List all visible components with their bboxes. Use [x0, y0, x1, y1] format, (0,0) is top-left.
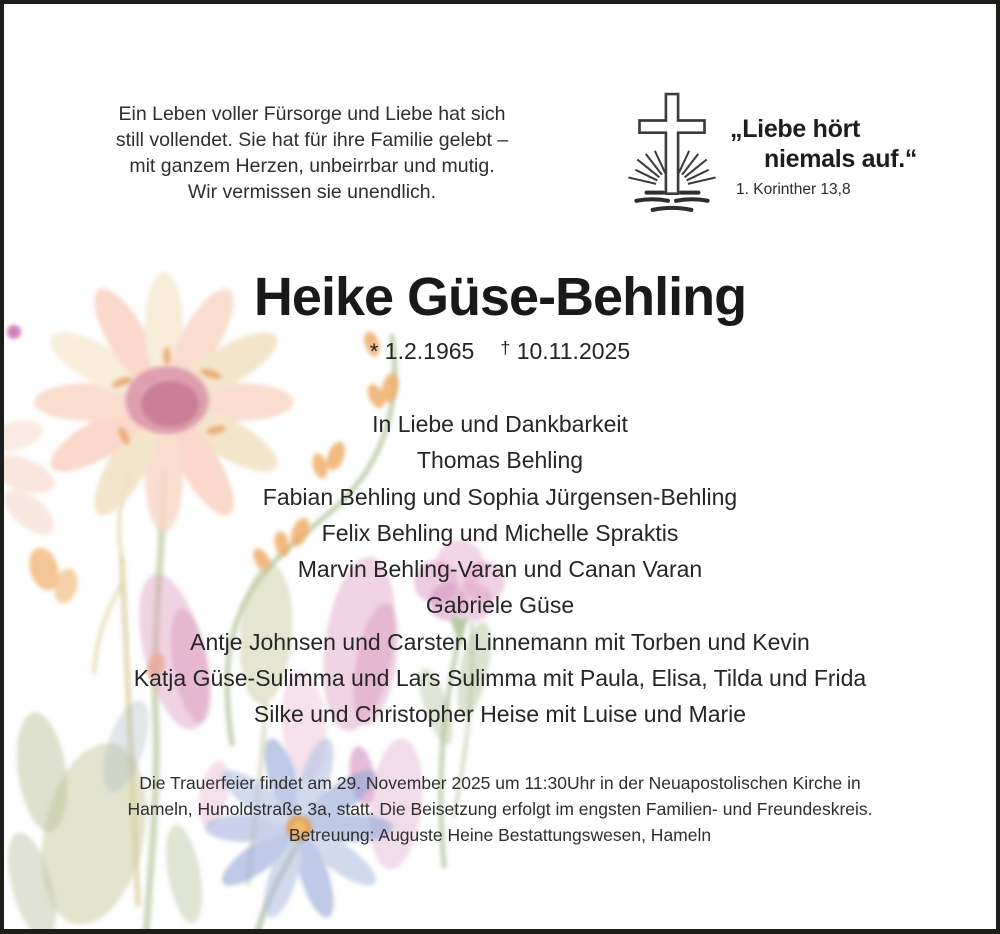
mourner-name: Katja Güse-Sulimma und Lars Sulimma mit Paula, Elisa, Tilda und Frida [133, 665, 867, 692]
funeral-info-line: Die Trauerfeier findet am 29. November 2025 um 11:30Uhr in der Neuapostolischen Kirche in [139, 773, 861, 793]
died-cross-symbol: † [500, 338, 511, 358]
mourner-name: Thomas Behling [416, 447, 584, 474]
mourner-name: Gabriele Güse [425, 592, 575, 619]
scripture-quote [730, 114, 970, 199]
eulogy-line: mit ganzem Herzen, unbeirrbar und mutig. [129, 155, 495, 177]
eulogy-line: Ein Leben voller Fürsorge und Liebe hat sich [118, 103, 506, 125]
nac-cross-icon [616, 88, 728, 216]
born-symbol: * [369, 339, 379, 365]
deceased-name: Heike Güse-Behling [253, 267, 747, 327]
life-dates [4, 338, 996, 365]
birth-date: * 1.2.1965 [369, 338, 475, 365]
mourners-intro: In Liebe und Dankbarkeit [372, 411, 628, 437]
death-date: † 10.11.2025 [500, 338, 631, 365]
funeral-info-line: Betreuung: Auguste Heine Bestattungswesen, Hameln [288, 825, 712, 845]
eulogy-line: still vollendet. Sie hat für ihre Familie gelebt – [115, 129, 509, 151]
mourners-list [4, 406, 996, 733]
quote-line-2: niemals auf.“ [764, 145, 918, 173]
scripture-reference: 1. Korinther 13,8 [736, 181, 851, 198]
funeral-information [4, 770, 996, 848]
mourner-name: Felix Behling und Michelle Spraktis [321, 519, 679, 546]
mourner-name: Antje Johnsen und Carsten Linnemann mit Torben und Kevin [190, 628, 810, 655]
mourner-name: Fabian Behling und Sophia Jürgensen-Behling [262, 483, 738, 510]
funeral-info-line: Hameln, Hunoldstraße 3a, statt. Die Beisetzung erfolgt im engsten Familien- und Freundeskreis. [127, 799, 873, 819]
mourners-names [4, 442, 996, 732]
eulogy-text [42, 101, 582, 205]
mourner-name: Silke und Christopher Heise mit Luise und Marie [253, 701, 747, 728]
quote-line-1: „Liebe hört [730, 115, 861, 143]
eulogy-line: Wir vermissen sie unendlich. [187, 181, 437, 203]
mourner-name: Marvin Behling-Varan und Canan Varan [297, 556, 703, 583]
